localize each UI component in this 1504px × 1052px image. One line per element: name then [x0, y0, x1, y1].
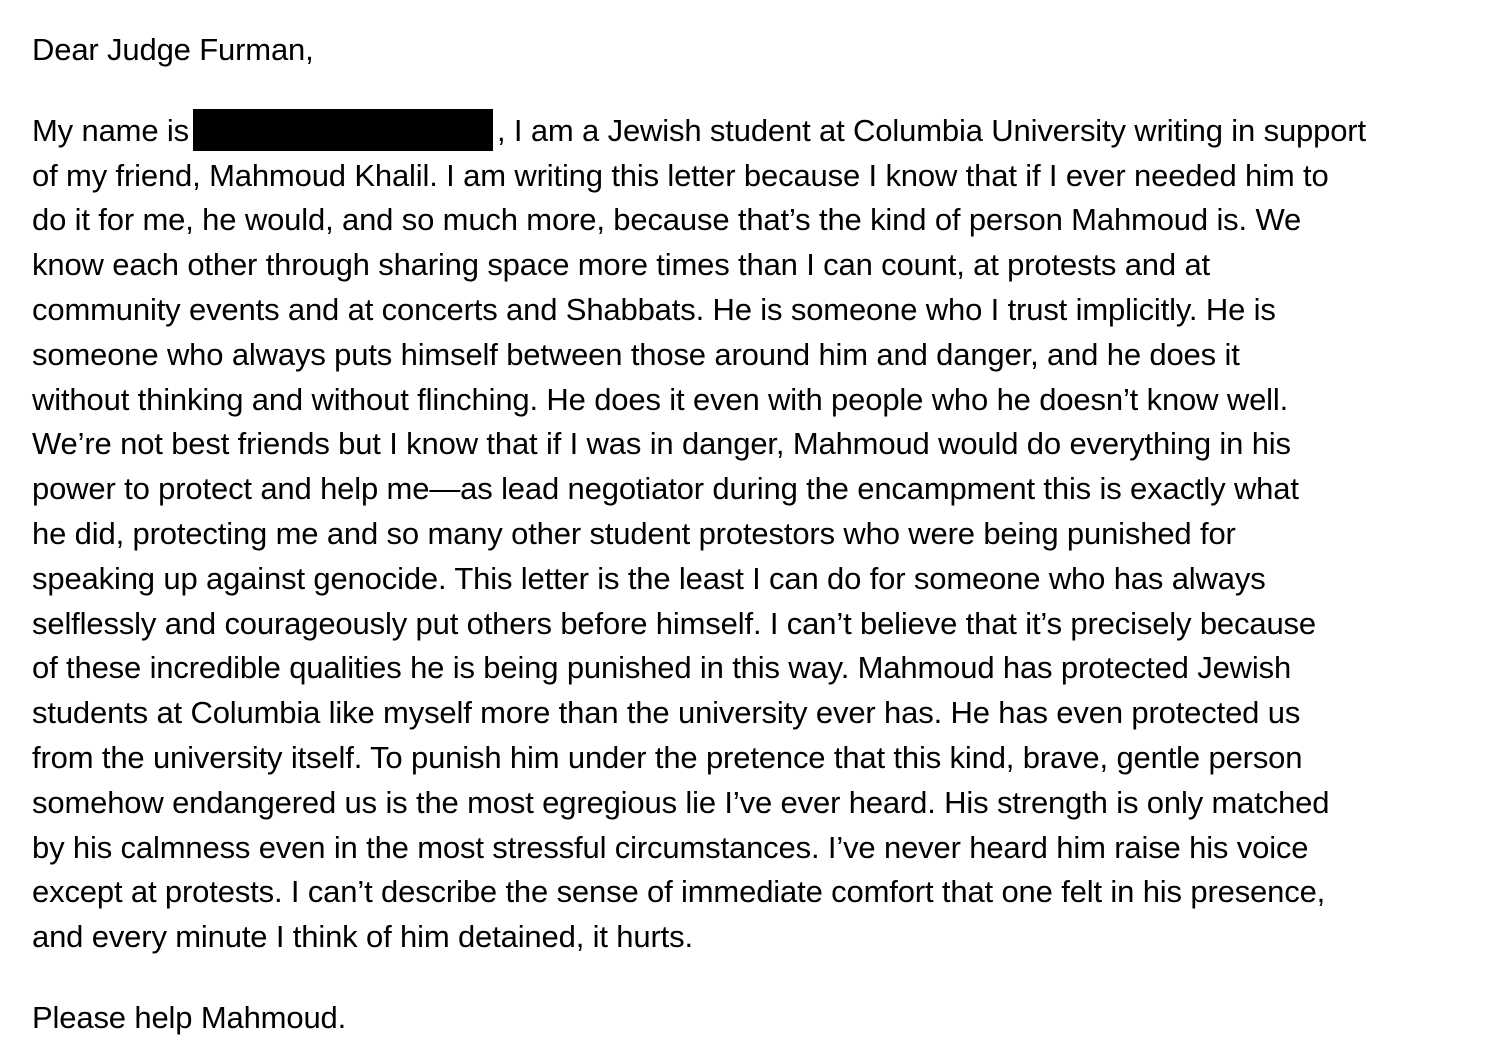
intro-suffix: , I am a Jewish student at Columbia University writing in support	[496, 112, 1366, 148]
body-line: without thinking and without flinching. He does it even with people who he doesn’t know well.	[32, 381, 1289, 417]
body-line: he did, protecting me and so many other student protestors who were being punished for	[32, 515, 1236, 551]
body-line: power to protect and help me—as lead negotiator during the encampment this is exactly what	[32, 471, 1299, 507]
body-line: students at Columbia like myself more than the university ever has. He has even protected us	[32, 695, 1301, 731]
letter	[32, 28, 1492, 1041]
body-line: speaking up against genocide. This letter is the least I can do for someone who has always	[32, 560, 1266, 596]
intro-line	[32, 109, 1492, 154]
salutation: Dear Judge Furman,	[32, 32, 314, 67]
closing: Please help Mahmoud.	[32, 999, 347, 1035]
body-line: do it for me, he would, and so much more, because that’s the kind of person Mahmoud is. We	[32, 202, 1302, 238]
name-redaction	[193, 109, 493, 151]
body-line: community events and at concerts and Shabbats. He is someone who I trust implicitly. He is	[32, 291, 1276, 327]
letter-body	[32, 109, 1492, 960]
body-line: know each other through sharing space more times than I can count, at protests and at	[32, 247, 1210, 283]
body-line: and every minute I think of him detained, it hurts.	[32, 919, 693, 955]
body-line: of my friend, Mahmoud Khalil. I am writing this letter because I know that if I ever needed him to	[32, 157, 1329, 193]
body-line: from the university itself. To punish him under the pretence that this kind, brave, gentle person	[32, 739, 1303, 775]
body-line: someone who always puts himself between those around him and danger, and he does it	[32, 336, 1240, 372]
body-line: We’re not best friends but I know that if I was in danger, Mahmoud would do everything in his	[32, 426, 1291, 462]
body-line: except at protests. I can’t describe the sense of immediate comfort that one felt in his presence,	[32, 874, 1326, 910]
body-line: somehow endangered us is the most egregious lie I’ve ever heard. His strength is only matched	[32, 784, 1330, 820]
body-line: selflessly and courageously put others before himself. I can’t believe that it’s precisely because	[32, 605, 1316, 641]
intro-prefix: My name is	[32, 112, 189, 148]
body-line: by his calmness even in the most stressful circumstances. I’ve never heard him raise his voice	[32, 829, 1309, 865]
body-line: of these incredible qualities he is being punished in this way. Mahmoud has protected Jewish	[32, 650, 1292, 686]
